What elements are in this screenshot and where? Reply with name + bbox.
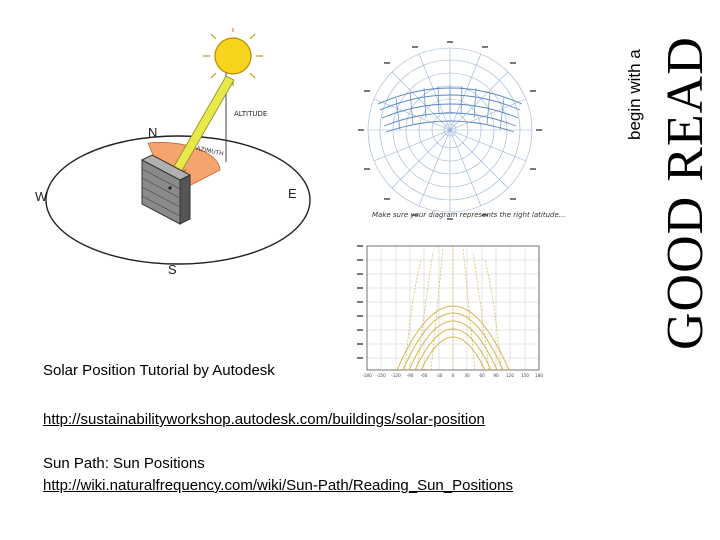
- reference-link[interactable]: http://wiki.naturalfrequency.com/wiki/Sun-Path/Reading_Sun_Positions: [43, 477, 513, 494]
- polar-chart-caption: Make sure your diagram represents the right latitude...: [372, 211, 566, 219]
- x-tick-label: -90: [406, 373, 414, 378]
- east-label: E: [288, 186, 297, 201]
- reference-link[interactable]: http://sustainabilityworkshop.autodesk.com/buildings/solar-position: [43, 411, 485, 428]
- north-label: N: [148, 125, 158, 140]
- reference-title: Solar Position Tutorial by Autodesk: [43, 362, 275, 379]
- x-tick-label: 120: [506, 373, 514, 378]
- x-tick-label: 0: [451, 373, 455, 378]
- sun-icon: [203, 28, 263, 86]
- x-tick-label: 150: [521, 373, 529, 378]
- x-tick-label: -60: [420, 373, 428, 378]
- polar-sun-path-chart: [350, 38, 550, 223]
- x-tick-label: -30: [435, 373, 443, 378]
- x-tick-label: 180: [535, 373, 543, 378]
- slide-title-main: GOOD READ: [657, 36, 714, 350]
- azimuth-label: AZIMUTH: [195, 145, 225, 158]
- x-tick-label: -120: [391, 373, 401, 378]
- altitude-label: ALTITUDE: [234, 110, 268, 118]
- reference-title: Sun Path: Sun Positions: [43, 455, 205, 472]
- x-tick-label: 60: [479, 373, 485, 378]
- x-axis-tick-labels: [362, 373, 543, 378]
- cartesian-sun-path-chart: [355, 240, 545, 380]
- solar-position-diagram: [30, 28, 340, 288]
- x-tick-label: -180: [362, 373, 372, 378]
- south-label: S: [168, 262, 177, 277]
- x-tick-label: -150: [376, 373, 386, 378]
- x-tick-label: 30: [464, 373, 470, 378]
- west-label: W: [35, 189, 48, 204]
- x-tick-label: 90: [493, 373, 499, 378]
- y-axis-ticks: [357, 245, 363, 359]
- slide-title-prefix: begin with a: [625, 49, 644, 140]
